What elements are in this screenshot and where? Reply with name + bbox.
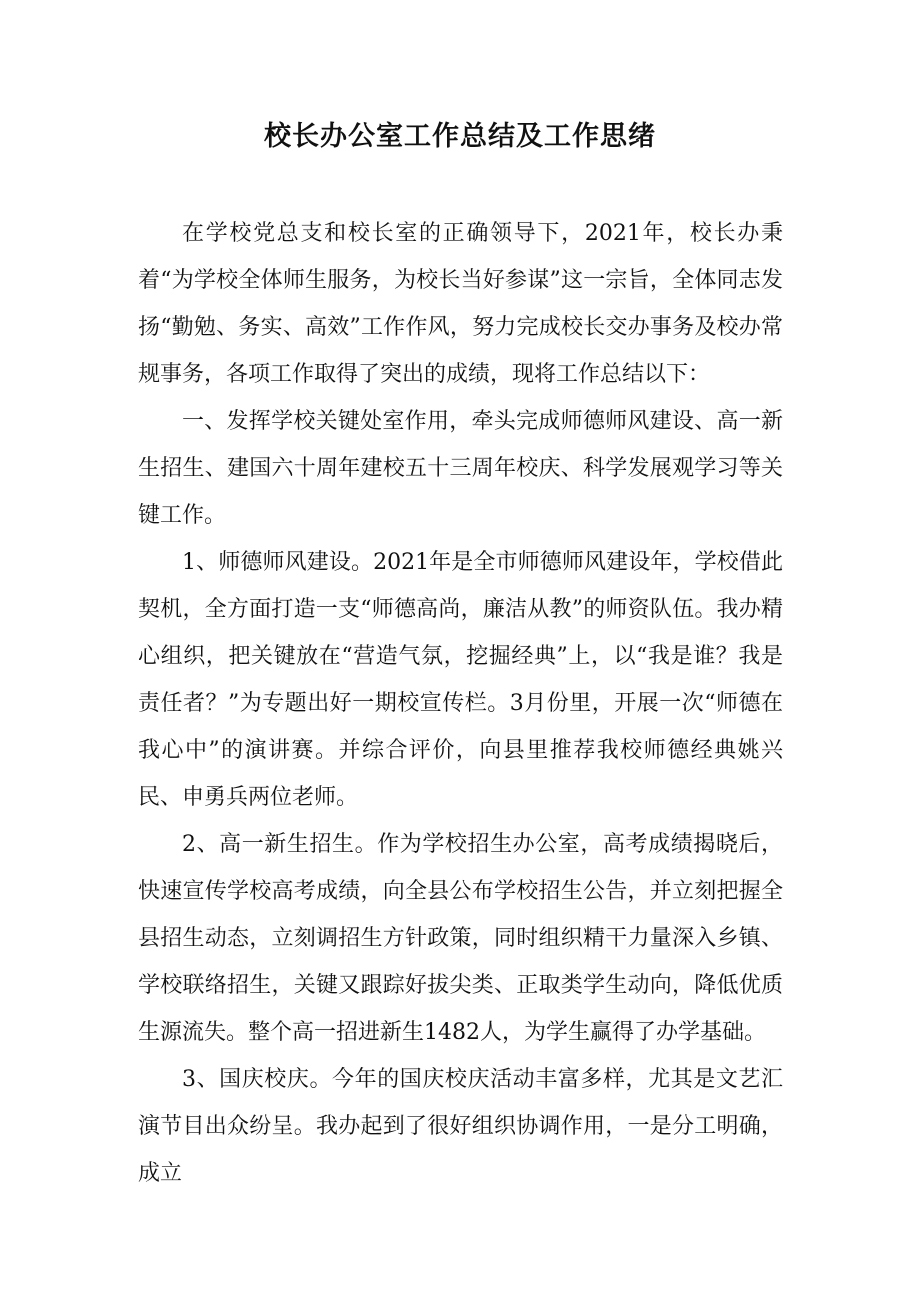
paragraph-item-1: 1、师德师风建设。2021年是全市师德师风建设年，学校借此契机，全方面打造一支“师德高尚，廉洁从教”的师资队伍。我办精心组织，把关键放在“营造气氛，挖掘经典”上，以“我是谁？我是责任者？”为专题出好一期校宣传栏。3月份里，开展一次“师德在我心中”的演讲赛。并综合评价，向县里推荐我校师德经典姚兴民、申勇兵两位老师。 — [138, 550, 783, 810]
document-body — [138, 210, 783, 1197]
document-title: 校长办公室工作总结及工作思绪 — [264, 121, 656, 152]
paragraph-item-2: 2、高一新生招生。作为学校招生办公室，高考成绩揭晓后，快速宣传学校高考成绩，向全县公布学校招生公告，并立刻把握全县招生动态，立刻调招生方针政策，同时组织精干力量深入乡镇、学校联络招生，关键又跟踪好拔尖类、正取类学生动向，降低优质生源流失。整个高一招进新生1482人，为学生赢得了办学基础。 — [138, 832, 783, 1045]
paragraph-intro: 在学校党总支和校长室的正确领导下，2021年，校长办秉着“为学校全体师生服务，为校长当好参谋”这一宗旨，全体同志发扬“勤勉、务实、高效”工作作风，努力完成校长交办事务及校办常规事务，各项工作取得了突出的成绩，现将工作总结以下： — [138, 221, 783, 387]
paragraph-section-1: 一、发挥学校关键处室作用，牵头完成师德师风建设、高一新生招生、建国六十周年建校五十三周年校庆、科学发展观学习等关键工作。 — [138, 409, 783, 528]
paragraph-item-3: 3、国庆校庆。今年的国庆校庆活动丰富多样，尤其是文艺汇演节目出众纷呈。我办起到了很好组织协调作用，一是分工明确，成立 — [138, 1067, 783, 1186]
